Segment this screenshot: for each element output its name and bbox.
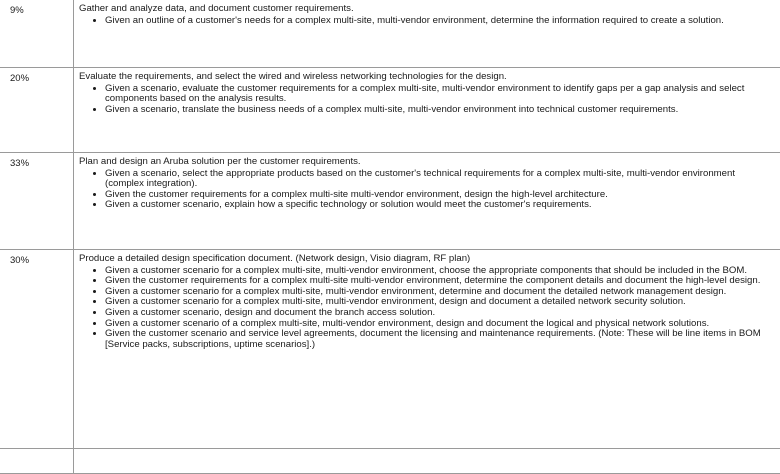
objective-cell xyxy=(74,153,780,250)
objective-heading: Produce a detailed design specification document. (Network design, Visio diagram, RF plan) xyxy=(79,254,774,265)
list-item: • Given a scenario, evaluate the customer requirements for a complex multi-site, multi-vendor environment to identify gaps per a gap analysis and select components based on the analysis results. xyxy=(105,84,774,105)
objective-bullet-list xyxy=(79,169,774,211)
list-item: • Given the customer requirements for a complex multi-site multi-vendor environment, design the high-level architecture. xyxy=(105,190,774,201)
table-row xyxy=(0,153,780,250)
objective-cell xyxy=(74,0,780,68)
list-item: • Given a customer scenario, design and document the branch access solution. xyxy=(105,308,774,319)
objective-heading: Gather and analyze data, and document customer requirements. xyxy=(79,4,774,15)
table-row xyxy=(0,250,780,449)
list-item: • Given a scenario, translate the business needs of a complex multi-site, multi-vendor environment into technical customer requirements. xyxy=(105,105,774,116)
weight-cell: 30% xyxy=(0,250,74,449)
list-item: • Given a customer scenario of a complex multi-site, multi-vendor environment, design and document the logical and physical network solutions. xyxy=(105,319,774,330)
objective-cell xyxy=(74,68,780,153)
table-row xyxy=(0,0,780,68)
objective-bullet-list xyxy=(79,16,774,27)
weight-cell: 9% xyxy=(0,0,74,68)
objective-cell xyxy=(74,250,780,449)
list-item: • Given a customer scenario for a complex multi-site, multi-vendor environment, determine and document the detailed network management design. xyxy=(105,287,774,298)
list-item: • Given the customer scenario and service level agreements, document the licensing and maintenance requirements. (Note: These will be line items in BOM [Service packs, subscriptions, uptime scenarios].) xyxy=(105,329,774,350)
list-item: • Given an outline of a customer's needs for a complex multi-site, multi-vendor environment, determine the information required to create a solution. xyxy=(105,16,774,27)
list-item: • Given a customer scenario for a complex multi-site, multi-vendor environment, choose the appropriate components that should be included in the BOM. xyxy=(105,266,774,277)
weight-cell: 20% xyxy=(0,68,74,153)
objective-heading: Evaluate the requirements, and select the wired and wireless networking technologies for the design. xyxy=(79,72,774,83)
weight-cell xyxy=(0,449,74,474)
list-item: • Given the customer requirements for a complex multi-site multi-vendor environment, determine the component details and document the high-level design. xyxy=(105,276,774,287)
objective-bullet-list xyxy=(79,266,774,351)
objective-cell xyxy=(74,449,780,474)
table-row xyxy=(0,68,780,153)
list-item: • Given a customer scenario for a complex multi-site, multi-vendor environment, design and document a detailed network security solution. xyxy=(105,297,774,308)
list-item: • Given a scenario, select the appropriate products based on the customer's technical requirements for a complex multi-site, multi-vendor environment (complex integration). xyxy=(105,169,774,190)
table-row xyxy=(0,449,780,474)
list-item: • Given a customer scenario, explain how a specific technology or solution would meet the customer's requirements. xyxy=(105,200,774,211)
objective-bullet-list xyxy=(79,84,774,116)
weight-cell: 33% xyxy=(0,153,74,250)
objective-heading: Plan and design an Aruba solution per the customer requirements. xyxy=(79,157,774,168)
